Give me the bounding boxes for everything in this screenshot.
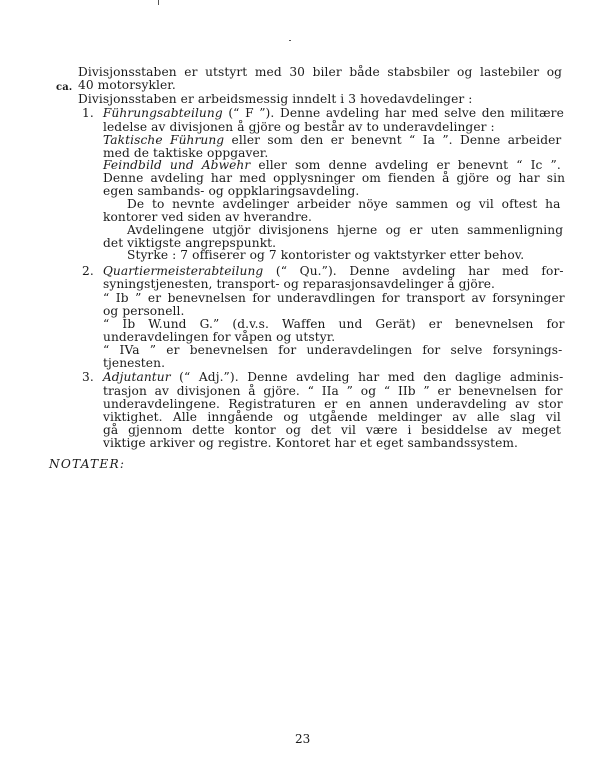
line-text: med de taktiske oppgaver. <box>103 146 269 160</box>
line-text: Divisjonsstaben er utstyrt med 30 biler både stabsbiler og lastebiler og <box>78 65 563 79</box>
text-line <box>127 249 524 262</box>
line-text: det viktigste angrepspunkt. <box>103 236 277 250</box>
text-line <box>103 344 562 357</box>
line-text: kontorer ved siden av hverandre. <box>103 210 313 224</box>
line-text: “ IVa ” er benevnelsen for underavdelingen for selve forsynings- <box>103 343 563 357</box>
text-line <box>78 79 176 92</box>
line-text: (“ F ”). Denne avdeling har med selve den militære <box>222 106 564 120</box>
line-text: Divisjonsstaben er arbeidsmessig inndelt i 3 hovedavdelinger : <box>78 92 473 106</box>
line-text: viktige arkiver og registre. Kontoret har et eget sambandssystem. <box>103 436 519 450</box>
line-text: eller som den er benevnt “ Ia ”. Denne arbeider <box>224 133 562 147</box>
text-line <box>82 107 564 120</box>
line-text: (“ Qu.”). Denne avdeling har med for- <box>263 264 564 278</box>
line-text: gå gjennom dette kontor og det vil være i besiddelse av meget <box>103 423 562 437</box>
line-text: (“ Adj.”). Denne avdeling har med den daglige adminis- <box>170 370 564 384</box>
italic-term: Taktische Führung <box>103 133 225 147</box>
line-text: trasjon av divisjonen å gjöre. “ IIa ” og “ IIb ” er benevnelsen for <box>103 384 563 398</box>
italic-term: Feindbild und Abwehr <box>103 158 251 172</box>
text-line <box>78 93 473 106</box>
scan-speck <box>158 0 159 5</box>
line-text: Denne avdeling har med opplysninger om fienden å gjöre og har sin <box>103 171 566 185</box>
line-text: syningstjenesten, transport- og reparasjonsavdelinger å gjöre. <box>103 277 496 291</box>
line-text: underavdelingen for våpen og utstyr. <box>103 330 336 344</box>
italic-term: Quartiermeisterabteilung <box>102 264 264 278</box>
text-line <box>103 437 518 450</box>
italic-term: Adjutantur <box>102 370 171 384</box>
line-text: “ Ib W.und G.” (d.v.s. Waffen und Gerät) er benevnelsen for <box>103 317 565 331</box>
line-text: viktighet. Alle inngående og utgående meldinger av alle slag vil <box>103 410 561 424</box>
line-text: De to nevnte avdelinger arbeider nöye sammen og vil oftest ha <box>127 197 561 211</box>
scan-speck <box>289 40 291 41</box>
text-line <box>103 357 165 370</box>
text-line <box>103 278 495 291</box>
line-text: tjenesten. <box>103 356 166 370</box>
italic-term: Führungsabteilung <box>102 106 223 120</box>
line-text: ledelse av divisjonen å gjöre og består av to underavdelinger : <box>103 120 495 134</box>
line-text: og personell. <box>103 304 185 318</box>
line-text: “ Ib ” er benevnelsen for underavdlingen for transport av forsyninger <box>103 291 565 305</box>
line-text: Styrke : 7 offiserer og 7 kontorister og vaktstyrker etter behov. <box>127 248 525 262</box>
line-text: egen sambands- og oppklaringsavdeling. <box>103 184 360 198</box>
line-text: underavdelingene. Registraturen er en annen underavdeling av stor <box>103 397 563 411</box>
line-text: eller som denne avdeling er benevnt “ Ic ”. <box>250 158 561 172</box>
item-number: 3. <box>82 370 94 384</box>
notes-heading: NOTATER: <box>49 457 126 471</box>
text-line <box>82 371 563 384</box>
page-number: 23 <box>295 732 311 746</box>
item-number: 2. <box>82 264 94 278</box>
margin-note: ca. <box>56 82 73 93</box>
line-text: Avdelingene utgjör divisjonens hjerne og er uten sammenligning <box>127 223 564 237</box>
item-number: 1. <box>82 106 94 120</box>
line-text: 40 motorsykler. <box>78 78 176 92</box>
